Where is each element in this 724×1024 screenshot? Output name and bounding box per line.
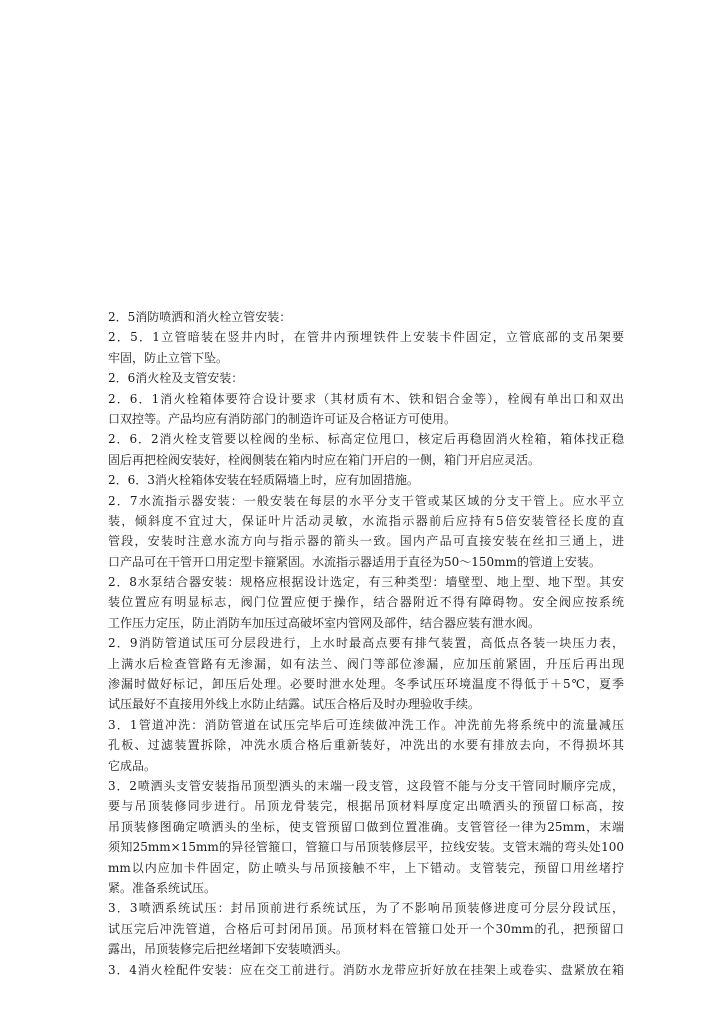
text-line: 2．9消防管道试压可分层段进行，上水时最高点要有排气装置，高低点各装一块压力表， bbox=[108, 636, 624, 651]
text-line: 3．3喷洒系统试压：封吊顶前进行系统试压，为了不影响吊顶装修进度可分层分段试压， bbox=[108, 901, 624, 916]
document-body bbox=[108, 307, 624, 980]
text-line: 要与吊顶装修同步进行。吊顶龙骨装完，根据吊顶材料厚度定出喷洒头的预留口标高，按 bbox=[108, 799, 624, 814]
text-line: 2．5．1立管暗装在竖井内时，在管井内预埋铁件上安装卡件固定，立管底部的支吊架要 bbox=[108, 330, 624, 345]
text-line: 工作压力定压，防止消防车加压过高破坏室内管网及部件，结合器应装有泄水阀。 bbox=[108, 615, 541, 630]
text-line: 试压完后冲洗管道，合格后可封闭吊顶。吊顶材料在管箍口处开一个30mm的孔，把预留口 bbox=[108, 921, 624, 936]
text-line: 2．6．3消火栓箱体安装在轻质隔墙上时，应有加固措施。 bbox=[108, 473, 419, 488]
text-line: 2．6．1消火栓箱体要符合设计要求（其材质有木、铁和铝合金等），栓阀有单出口和双出 bbox=[108, 391, 624, 406]
text-line: 装，倾斜度不宜过大，保证叶片活动灵敏，水流指示器前后应持有5倍安装管径长度的直 bbox=[108, 513, 624, 528]
text-line: 2．5消防喷洒和消火栓立管安装： bbox=[108, 310, 292, 324]
text-line: 2．6．2消火栓支管要以栓阀的坐标、标高定位甩口，核定后再稳固消火栓箱，箱体找正稳 bbox=[108, 432, 624, 447]
text-line: mm以内应加卡件固定，防止喷头与吊顶接触不牢，上下错动。支管装完，预留口用丝堵拧 bbox=[108, 860, 624, 875]
text-line: 牢固，防止立管下坠。 bbox=[108, 350, 229, 365]
text-line: 3．4消火栓配件安装：应在交工前进行。消防水龙带应折好放在挂架上或卷实、盘紧放在箱 bbox=[108, 962, 624, 977]
text-line: 装位置应有明显标志，阀门位置应便于操作，结合器附近不得有障碍物。安全阀应按系统 bbox=[108, 595, 624, 610]
text-line: 试压最好不直接用外线上水防止结露。试压合格后及时办理验收手续。 bbox=[108, 697, 481, 712]
text-line: 孔板、过滤装置拆除，冲洗水质合格后重新装好，冲洗出的水要有排放去向，不得损坏其 bbox=[108, 738, 624, 753]
text-line: 上满水后检查管路有无渗漏，如有法兰、阀门等部位渗漏，应加压前紧固，升压后再出现 bbox=[108, 656, 624, 671]
text-line: 须知25mm×15mm的异径管箍口，管箍口与吊顶装修层平，拉线安装。支管末端的弯头处100 bbox=[108, 840, 624, 855]
text-line: 2．8水泵结合器安装：规格应根据设计选定，有三种类型：墙壁型、地上型、地下型。其安 bbox=[108, 575, 624, 590]
text-line: 2．6消火栓及支管安装： bbox=[108, 371, 244, 386]
text-line: 露出，吊顶装修完后把丝堵卸下安装喷洒头。 bbox=[108, 942, 349, 957]
text-line: 3．1管道冲洗：消防管道在试压完毕后可连续做冲洗工作。冲洗前先将系统中的流量减压 bbox=[108, 717, 624, 732]
text-line: 固后再把栓阀安装好，栓阀侧装在箱内时应在箱门开启的一侧，箱门开启应灵活。 bbox=[108, 452, 541, 467]
text-line: 渗漏时做好标记，卸压后处理。必要时泄水处理。冬季试压环境温度不得低于＋5℃，夏季 bbox=[108, 677, 624, 692]
text-line: 口双控等。产品均应有消防部门的制造许可证及合格证方可使用。 bbox=[108, 411, 457, 426]
text-line: 它成品。 bbox=[108, 758, 157, 773]
text-line: 3．2喷洒头支管安装指吊顶型洒头的末端一段支管，这段管不能与分支干管同时顺序完成， bbox=[108, 778, 624, 793]
text-line: 紧。准备系统试压。 bbox=[108, 880, 217, 895]
text-line: 管段，安装时注意水流方向与指示器的箭头一致。国内产品可直接安装在丝扣三通上，进 bbox=[108, 534, 624, 549]
text-line: 2．7水流指示器安装：一般安装在每层的水平分支干管或某区域的分支干管上。应水平立 bbox=[108, 493, 624, 508]
text-line: 吊顶装修图确定喷洒头的坐标，使支管预留口做到位置准确。支管管径一律为25mm，末端 bbox=[108, 819, 624, 834]
text-line: 口产品可在干管开口用定型卡箍紧固。水流指示器适用于直径为50～150mm的管道上安装。 bbox=[108, 554, 601, 569]
